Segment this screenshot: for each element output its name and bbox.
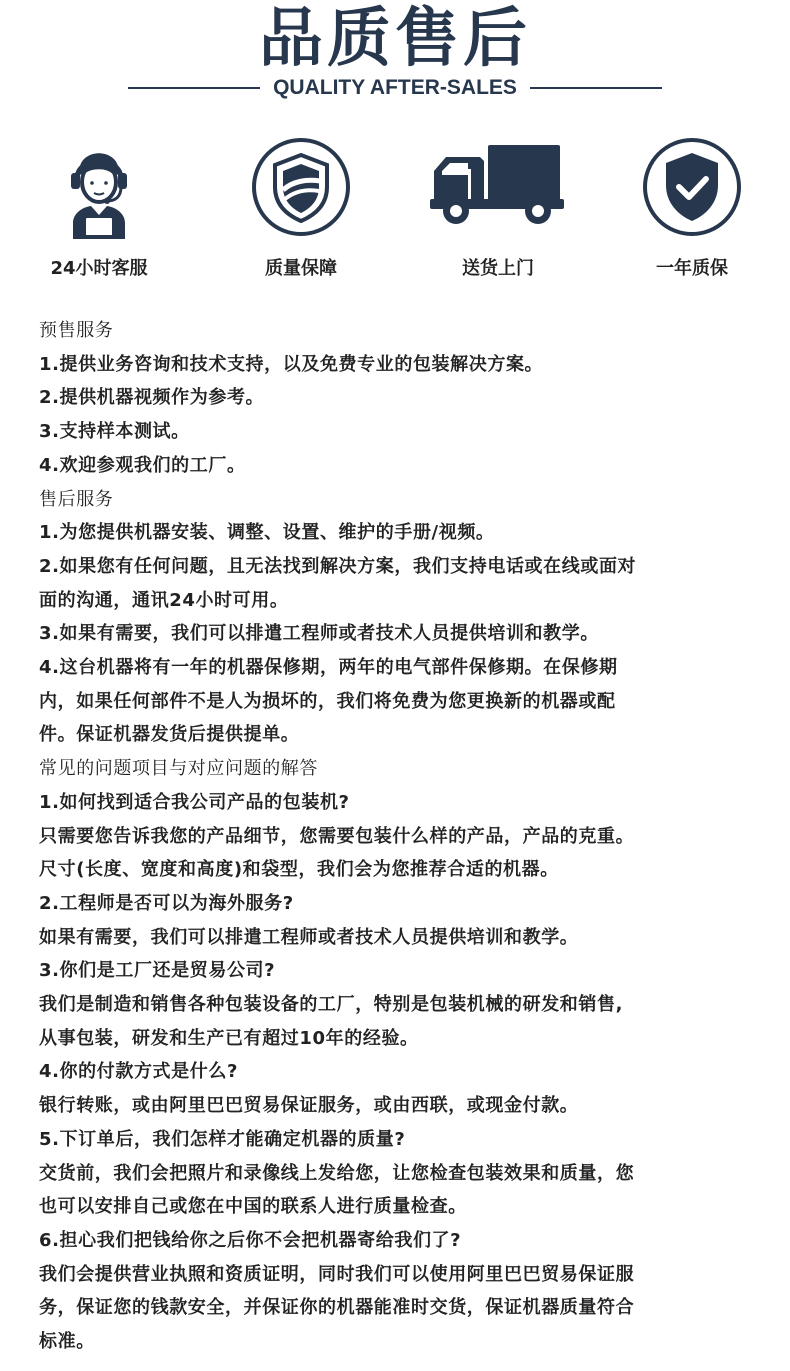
text-line: 务，保证您的钱款安全，并保证你的机器能准时交货，保证机器质量符合 [39, 1297, 635, 1319]
text-line: 我们是制造和销售各种包装设备的工厂，特别是包装机械的研发和销售, [39, 994, 624, 1016]
subtitle-row [0, 70, 790, 106]
feature-delivery [408, 135, 588, 282]
delivery-truck-icon [428, 135, 568, 239]
text-line: 2.如果您有任何问题，且无法找到解决方案，我们支持电话或在线或面对 [39, 555, 637, 577]
section-heading: 预售服务 [39, 320, 114, 341]
feature-label: 送货上门 [462, 258, 534, 279]
text-line: 3.如果有需要，我们可以排遣工程师或者技术人员提供培训和教学。 [39, 623, 599, 645]
text-line: 1.如何找到适合我公司产品的包装机? [39, 791, 350, 813]
customer-service-agent-icon [47, 135, 151, 239]
text-line: 1.提供业务咨询和技术支持，以及免费专业的包装解决方案。 [39, 353, 544, 375]
feature-label: 24小时客服 [50, 258, 148, 279]
text-line: 交货前，我们会把照片和录像线上发给您，让您检查包装效果和质量，您 [39, 1162, 635, 1184]
feature-warranty [602, 135, 782, 282]
text-line: 尺寸(长度、宽度和高度)和袋型，我们会为您推荐合适的机器。 [39, 859, 559, 881]
text-line: 4.欢迎参观我们的工厂。 [39, 454, 246, 476]
text-line: 我们会提供营业执照和资质证明，同时我们可以使用阿里巴巴贸易保证服 [39, 1263, 635, 1285]
feature-row [0, 135, 790, 285]
text-line: 3.支持样本测试。 [39, 421, 190, 443]
shield-check-icon [640, 135, 744, 239]
text-line: 4.你的付款方式是什么? [39, 1061, 239, 1083]
shield-icon [249, 135, 353, 239]
section-heading: 售后服务 [39, 488, 114, 510]
divider-right [530, 87, 662, 89]
feature-label: 质量保障 [265, 258, 337, 279]
section-heading: 常见的问题项目与对应问题的解答 [39, 758, 318, 780]
service-text [39, 314, 759, 1359]
text-line: 2.提供机器视频作为参考。 [39, 387, 265, 409]
page-title: 品质售后 [259, 2, 531, 76]
feature-customer-service [9, 135, 189, 282]
text-line: 件。保证机器发货后提供提单。 [39, 724, 300, 746]
text-line: 只需要您告诉我您的产品细节，您需要包装什么样的产品，产品的克重。 [39, 825, 635, 847]
text-line: 标准。 [39, 1331, 95, 1353]
text-line: 银行转账，或由阿里巴巴贸易保证服务，或由西联，或现金付款。 [39, 1095, 579, 1117]
text-line: 4.这台机器将有一年的机器保修期，两年的电气部件保修期。在保修期 [39, 657, 618, 679]
feature-label: 一年质保 [656, 258, 728, 279]
text-line: 从事包装，研发和生产已有超过10年的经验。 [39, 1027, 419, 1049]
text-line: 1.为您提供机器安装、调整、设置、维护的手册/视频。 [39, 522, 495, 544]
text-line: 2.工程师是否可以为海外服务? [39, 892, 294, 914]
text-line: 3.你们是工厂还是贸易公司? [39, 960, 276, 982]
text-line: 如果有需要，我们可以排遣工程师或者技术人员提供培训和教学。 [39, 926, 579, 948]
text-line: 内，如果任何部件不是人为损坏的，我们将免费为您更换新的机器或配 [39, 690, 616, 712]
text-line: 5.下订单后，我们怎样才能确定机器的质量? [39, 1128, 406, 1150]
text-line: 也可以安排自己或您在中国的联系人进行质量检查。 [39, 1196, 467, 1218]
text-line: 6.担心我们把钱给你之后你不会把机器寄给我们了? [39, 1229, 462, 1251]
page-subtitle: QUALITY AFTER-SALES [273, 76, 517, 99]
text-line: 面的沟通，通讯24小时可用。 [39, 589, 289, 611]
feature-quality-guarantee [211, 135, 391, 282]
